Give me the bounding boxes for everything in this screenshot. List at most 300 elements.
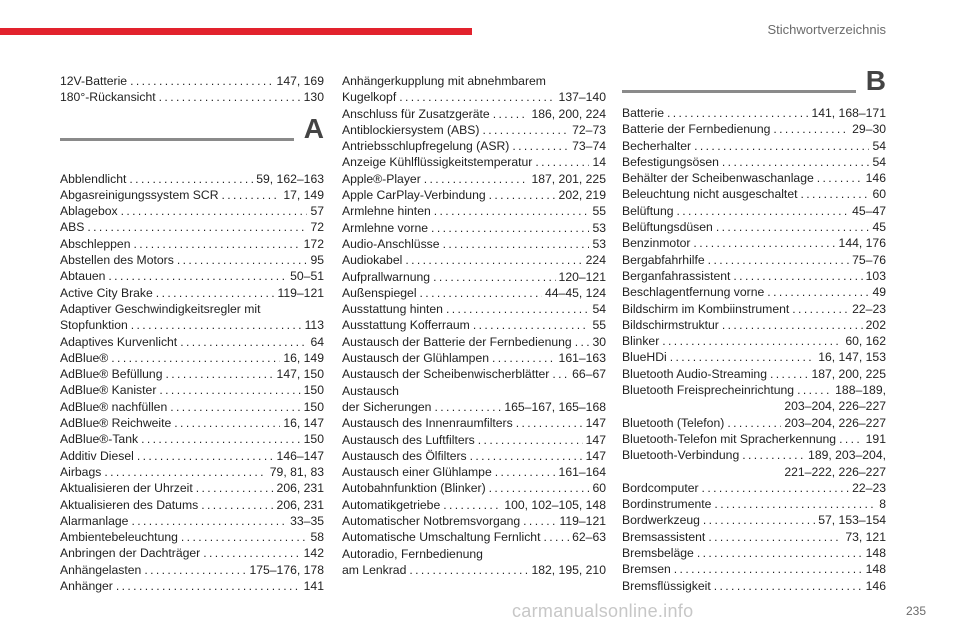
dot-leader bbox=[130, 73, 273, 89]
page-reference: 29–30 bbox=[852, 122, 886, 137]
index-entry bbox=[342, 203, 606, 219]
index-entry bbox=[342, 415, 606, 431]
page-reference: 175–176, 178 bbox=[249, 562, 324, 577]
dot-leader bbox=[424, 171, 529, 187]
dot-leader bbox=[493, 106, 529, 122]
index-entry-heading: Autoradio, Fernbedienung bbox=[342, 546, 483, 561]
index-term: Bergabfahrhilfe bbox=[622, 252, 705, 267]
index-entry bbox=[342, 106, 606, 122]
index-term: Austausch einer Glühlampe bbox=[342, 465, 492, 480]
dot-leader bbox=[434, 203, 590, 219]
page-reference: 72 bbox=[310, 220, 324, 235]
index-entry bbox=[622, 447, 886, 463]
index-entry bbox=[622, 203, 886, 219]
dot-leader bbox=[433, 269, 555, 285]
index-term: Bordinstrumente bbox=[622, 497, 712, 512]
dot-leader bbox=[473, 317, 590, 333]
page-reference: 146–147 bbox=[276, 448, 324, 463]
index-entry bbox=[342, 301, 606, 317]
index-term: Anhänger bbox=[60, 579, 113, 594]
page-reference: 45 bbox=[872, 220, 886, 235]
index-term: Becherhalter bbox=[622, 138, 692, 153]
index-entry bbox=[342, 171, 606, 187]
index-entry bbox=[342, 154, 606, 170]
index-term: Airbags bbox=[60, 464, 102, 479]
page-reference: 55 bbox=[592, 318, 606, 333]
index-entry bbox=[622, 154, 886, 170]
index-term: Beschlagentfernung vorne bbox=[622, 285, 765, 300]
dot-leader bbox=[662, 333, 842, 349]
index-entry-pages-continued: 221–222, 226–227 bbox=[784, 464, 886, 479]
index-term: Bremsflüssigkeit bbox=[622, 578, 711, 593]
page-reference: 59, 162–163 bbox=[256, 171, 324, 186]
page-reference: 54 bbox=[592, 302, 606, 317]
index-term: Austausch des Innenraumfilters bbox=[342, 416, 513, 431]
dot-leader bbox=[792, 301, 849, 317]
index-entry bbox=[60, 382, 324, 398]
index-term: Bremsbeläge bbox=[622, 546, 694, 561]
index-entry bbox=[622, 301, 886, 317]
index-term: Antiblockiersystem (ABS) bbox=[342, 122, 480, 137]
index-term: Bildschirm im Kombiinstrument bbox=[622, 301, 790, 316]
page-reference: 187, 200, 225 bbox=[811, 366, 886, 381]
page-reference: 141, 168–171 bbox=[811, 106, 886, 120]
dot-leader bbox=[144, 562, 246, 578]
page-reference: 79, 81, 83 bbox=[269, 464, 324, 479]
dot-leader bbox=[708, 252, 849, 268]
index-term: Aktualisieren des Datums bbox=[60, 497, 199, 512]
index-term: Stopfunktion bbox=[60, 318, 128, 333]
dot-leader bbox=[181, 529, 308, 545]
index-entry bbox=[60, 73, 324, 89]
dot-leader bbox=[714, 578, 863, 594]
index-term: Behälter der Scheibenwaschanlage bbox=[622, 171, 814, 186]
page-reference: 148 bbox=[865, 546, 886, 561]
dot-leader bbox=[767, 284, 869, 300]
index-term: Ausstattung Kofferraum bbox=[342, 318, 470, 333]
dot-leader bbox=[116, 578, 301, 594]
index-entry bbox=[342, 432, 606, 448]
page-reference: 22–23 bbox=[852, 480, 886, 495]
page-reference: 186, 200, 224 bbox=[531, 106, 606, 121]
index-column-3 bbox=[622, 65, 886, 594]
index-entry bbox=[60, 529, 324, 545]
index-term: Kugelkopf bbox=[342, 90, 397, 105]
dot-leader bbox=[489, 480, 590, 496]
index-entry bbox=[342, 562, 606, 578]
index-term: Belüftung bbox=[622, 203, 674, 218]
index-term: Adaptives Kurvenlicht bbox=[60, 334, 178, 349]
dot-leader bbox=[523, 513, 556, 529]
index-term: Abschleppen bbox=[60, 236, 131, 251]
index-entry bbox=[622, 138, 886, 154]
index-term: 12V-Batterie bbox=[60, 74, 128, 88]
dot-leader bbox=[431, 220, 589, 236]
index-term: Audio-Anschlüsse bbox=[342, 236, 440, 251]
index-term: Antriebsschlupfregelung (ASR) bbox=[342, 139, 510, 154]
page-reference: 53 bbox=[592, 236, 606, 251]
dot-leader bbox=[159, 382, 300, 398]
dot-leader bbox=[443, 497, 501, 513]
index-term: Austausch des Ölfilters bbox=[342, 448, 467, 463]
index-term: Automatikgetriebe bbox=[342, 497, 441, 512]
index-term: Austausch der Scheibenwischerblätter bbox=[342, 367, 550, 382]
dot-leader bbox=[703, 512, 815, 528]
index-term: Bordwerkzeug bbox=[622, 513, 700, 528]
dot-leader bbox=[180, 334, 307, 350]
index-term: AdBlue® Kanister bbox=[60, 383, 157, 398]
page-reference: 172 bbox=[303, 236, 324, 251]
dot-leader bbox=[674, 561, 863, 577]
index-term: Ablagebox bbox=[60, 204, 118, 219]
page-reference: 146 bbox=[865, 171, 886, 186]
index-term: Apple®-Player bbox=[342, 171, 421, 186]
page-reference: 141 bbox=[303, 579, 324, 594]
index-entry bbox=[60, 350, 324, 366]
index-entry bbox=[342, 497, 606, 513]
index-entry bbox=[622, 545, 886, 561]
dot-leader bbox=[694, 138, 869, 154]
section-a-continued-entries bbox=[342, 73, 606, 578]
index-term: Abgasreinigungssystem SCR bbox=[60, 187, 219, 202]
index-term: Ambientebeleuchtung bbox=[60, 530, 178, 545]
index-entry bbox=[622, 512, 886, 528]
dot-leader bbox=[201, 497, 273, 513]
index-entry bbox=[622, 333, 886, 349]
index-term: Austausch der Batterie der Fernbedienung bbox=[342, 334, 572, 349]
page-header-title: Stichwortverzeichnis bbox=[767, 22, 886, 37]
page-reference: 60, 162 bbox=[845, 334, 886, 349]
page-reference: 147 bbox=[585, 448, 606, 463]
dot-leader bbox=[722, 317, 863, 333]
dot-leader bbox=[166, 366, 274, 382]
dot-leader bbox=[434, 399, 501, 415]
index-term: Austausch der Glühlampen bbox=[342, 351, 490, 366]
page-reference: 54 bbox=[872, 154, 886, 169]
index-entry bbox=[622, 170, 886, 186]
index-entry bbox=[60, 89, 324, 105]
dot-leader bbox=[443, 236, 590, 252]
index-entry bbox=[60, 187, 324, 203]
index-entry bbox=[342, 513, 606, 529]
index-entry bbox=[622, 578, 886, 594]
page-reference: 147 bbox=[585, 416, 606, 431]
index-entry bbox=[60, 285, 324, 301]
page-reference: 8 bbox=[879, 497, 886, 512]
index-term: Bluetooth-Verbindung bbox=[622, 448, 740, 463]
index-entry-heading: Adaptiver Geschwindigkeitsregler mit bbox=[60, 301, 261, 316]
index-entry bbox=[622, 496, 886, 512]
page-reference: 202 bbox=[865, 317, 886, 332]
index-entry bbox=[60, 562, 324, 578]
index-entry bbox=[622, 219, 886, 235]
index-term: Abstellen des Motors bbox=[60, 253, 174, 268]
page-reference: 57 bbox=[310, 204, 324, 219]
dot-leader bbox=[482, 122, 569, 138]
index-term: Austausch des Luftfilters bbox=[342, 432, 475, 447]
page-reference: 33–35 bbox=[290, 513, 324, 528]
page-reference: 150 bbox=[303, 383, 324, 398]
index-entry bbox=[60, 448, 324, 464]
dot-leader bbox=[714, 496, 876, 512]
index-entry-heading: Anhängerkupplung mit abnehmbarem bbox=[342, 74, 546, 88]
page-reference: 58 bbox=[310, 530, 324, 545]
dot-leader bbox=[111, 350, 280, 366]
index-entry bbox=[342, 269, 606, 285]
dot-leader bbox=[170, 399, 300, 415]
page-reference: 119–121 bbox=[277, 285, 324, 300]
index-entry bbox=[622, 349, 886, 365]
index-entry bbox=[60, 431, 324, 447]
index-entry bbox=[342, 236, 606, 252]
dot-leader bbox=[121, 203, 308, 219]
section-rule bbox=[622, 90, 856, 93]
index-term: Aufprallwarnung bbox=[342, 269, 431, 284]
page-reference: 150 bbox=[303, 432, 324, 447]
index-term: ABS bbox=[60, 220, 85, 235]
index-term: Bildschirmstruktur bbox=[622, 317, 719, 332]
dot-leader bbox=[137, 448, 274, 464]
index-term: am Lenkrad bbox=[342, 562, 407, 577]
index-entry bbox=[342, 464, 606, 480]
dot-leader bbox=[770, 366, 808, 382]
index-entry bbox=[60, 415, 324, 431]
page-reference: 60 bbox=[592, 481, 606, 496]
dot-leader bbox=[131, 513, 287, 529]
index-entry bbox=[60, 219, 324, 235]
dot-leader bbox=[492, 350, 556, 366]
index-entry bbox=[60, 366, 324, 382]
page-reference: 147, 169 bbox=[276, 74, 324, 88]
page-reference: 16, 147, 153 bbox=[818, 350, 886, 365]
index-term: Batterie der Fernbedienung bbox=[622, 122, 771, 137]
page-reference: 120–121 bbox=[558, 269, 606, 284]
dot-leader bbox=[174, 415, 280, 431]
section-heading-b bbox=[622, 65, 886, 115]
page-reference: 142 bbox=[303, 546, 324, 561]
dot-leader bbox=[177, 252, 308, 268]
dot-leader bbox=[446, 301, 589, 317]
dot-leader bbox=[129, 171, 253, 187]
dot-leader bbox=[697, 545, 863, 561]
index-entry bbox=[342, 89, 606, 105]
index-entry bbox=[622, 366, 886, 382]
page-reference: 14 bbox=[592, 155, 606, 170]
page-reference: 73–74 bbox=[572, 139, 606, 154]
dot-leader bbox=[159, 89, 301, 105]
index-entry bbox=[342, 529, 606, 545]
page-reference: 119–121 bbox=[559, 514, 606, 529]
page-reference: 30 bbox=[592, 334, 606, 349]
page-reference: 165–167, 165–168 bbox=[504, 399, 606, 414]
page-reference: 203–204, 226–227 bbox=[784, 415, 886, 430]
index-entry bbox=[342, 220, 606, 236]
index-entry bbox=[60, 399, 324, 415]
watermark: carmanualsonline.info bbox=[512, 601, 694, 621]
dot-leader bbox=[203, 545, 300, 561]
page-reference: 147 bbox=[585, 432, 606, 447]
index-term: Ausstattung hinten bbox=[342, 302, 443, 317]
dot-leader bbox=[489, 187, 556, 203]
index-column-1 bbox=[60, 73, 324, 594]
index-term: Autobahnfunktion (Blinker) bbox=[342, 481, 486, 496]
dot-leader bbox=[708, 529, 842, 545]
index-entry bbox=[342, 366, 606, 382]
index-entry bbox=[342, 187, 606, 203]
index-term: Beleuchtung nicht ausgeschaltet bbox=[622, 187, 798, 202]
index-entry bbox=[60, 236, 324, 252]
page-reference: 53 bbox=[592, 220, 606, 235]
index-term: Anzeige Kühlflüssigkeitstemperatur bbox=[342, 155, 533, 170]
page-reference: 50–51 bbox=[290, 269, 324, 284]
index-term: Belüftungsdüsen bbox=[622, 220, 713, 235]
pre-entries bbox=[60, 73, 324, 106]
index-term: Anhängelasten bbox=[60, 562, 142, 577]
index-entry bbox=[60, 513, 324, 529]
dot-leader bbox=[495, 464, 556, 480]
page-reference: 16, 149 bbox=[283, 350, 324, 365]
index-entry bbox=[60, 268, 324, 284]
index-entry bbox=[622, 529, 886, 545]
index-entry bbox=[622, 431, 886, 447]
index-term: Befestigungsösen bbox=[622, 154, 719, 169]
index-entry bbox=[622, 186, 886, 202]
index-entry bbox=[60, 252, 324, 268]
index-term: Bluetooth (Telefon) bbox=[622, 415, 725, 430]
dot-leader bbox=[478, 432, 583, 448]
index-term: BlueHDi bbox=[622, 350, 667, 365]
index-entry bbox=[342, 448, 606, 464]
page-reference: 161–164 bbox=[558, 465, 606, 480]
dot-leader bbox=[104, 464, 266, 480]
index-term: AdBlue® Befüllung bbox=[60, 367, 163, 382]
page-reference: 60 bbox=[872, 187, 886, 202]
dot-leader bbox=[552, 366, 569, 382]
index-term: Armlehne vorne bbox=[342, 220, 429, 235]
page-reference: 146 bbox=[865, 578, 886, 593]
section-heading-a bbox=[60, 112, 324, 163]
page-reference: 189, 203–204, bbox=[808, 448, 886, 463]
page-reference: 54 bbox=[872, 138, 886, 153]
page-reference: 191 bbox=[865, 431, 886, 446]
index-term: Additiv Diesel bbox=[60, 448, 134, 463]
index-entry bbox=[342, 350, 606, 366]
index-entry bbox=[60, 545, 324, 561]
index-entry bbox=[622, 268, 886, 284]
page-reference: 64 bbox=[310, 334, 324, 349]
index-term: Anschluss für Zusatzgeräte bbox=[342, 106, 490, 121]
index-term: Bluetooth-Telefon mit Spracherkennung bbox=[622, 431, 837, 446]
page-reference: 73, 121 bbox=[845, 529, 886, 544]
page-reference: 206, 231 bbox=[276, 481, 324, 496]
page-number: 235 bbox=[905, 604, 926, 618]
index-entry bbox=[622, 561, 886, 577]
dot-leader bbox=[516, 415, 583, 431]
index-entry bbox=[622, 382, 886, 398]
index-entry bbox=[342, 252, 606, 268]
index-term: AdBlue®-Tank bbox=[60, 432, 139, 447]
dot-leader bbox=[87, 219, 307, 235]
index-term: Außenspiegel bbox=[342, 285, 417, 300]
page-reference: 130 bbox=[303, 90, 324, 105]
index-term: Benzinmotor bbox=[622, 236, 691, 251]
page-reference: 161–163 bbox=[558, 351, 606, 366]
dot-leader bbox=[470, 448, 583, 464]
dot-leader bbox=[222, 187, 281, 203]
index-term: Abtauen bbox=[60, 269, 106, 284]
index-column-2 bbox=[342, 73, 606, 578]
page-reference: 17, 149 bbox=[283, 187, 324, 202]
index-term: Batterie bbox=[622, 106, 665, 120]
dot-leader bbox=[133, 236, 300, 252]
page-reference: 202, 219 bbox=[558, 188, 606, 203]
dot-leader bbox=[131, 317, 302, 333]
page-reference: 49 bbox=[872, 285, 886, 300]
index-term: Aktualisieren der Uhrzeit bbox=[60, 481, 193, 496]
dot-leader bbox=[512, 138, 569, 154]
index-entry bbox=[622, 317, 886, 333]
index-entry bbox=[60, 203, 324, 219]
index-term: Apple CarPlay-Verbindung bbox=[342, 188, 486, 203]
section-a-entries bbox=[60, 171, 324, 595]
index-entry bbox=[342, 317, 606, 333]
dot-leader bbox=[409, 562, 528, 578]
index-term: Berganfahrassistent bbox=[622, 268, 731, 283]
page-reference: 100, 102–105, 148 bbox=[504, 497, 606, 512]
index-entry bbox=[60, 464, 324, 480]
header-accent-bar bbox=[0, 28, 472, 35]
page-reference: 206, 231 bbox=[276, 497, 324, 512]
dot-leader bbox=[817, 170, 863, 186]
index-term: der Sicherungen bbox=[342, 399, 432, 414]
index-term: Anbringen der Dachträger bbox=[60, 546, 201, 561]
index-entry bbox=[342, 399, 606, 415]
dot-leader bbox=[156, 285, 275, 301]
dot-leader bbox=[575, 334, 590, 350]
dot-leader bbox=[733, 268, 862, 284]
page-reference: 45–47 bbox=[852, 203, 886, 218]
dot-leader bbox=[801, 186, 870, 202]
index-term: Bremsassistent bbox=[622, 529, 706, 544]
index-term: Bluetooth Audio-Streaming bbox=[622, 366, 767, 381]
index-entry bbox=[60, 334, 324, 350]
index-entry-heading: Austausch bbox=[342, 383, 399, 398]
page-reference: 57, 153–154 bbox=[818, 513, 886, 528]
dot-leader bbox=[535, 154, 589, 170]
section-letter: B bbox=[865, 65, 886, 96]
index-term: Automatischer Notbremsvorgang bbox=[342, 514, 521, 529]
dot-leader bbox=[108, 268, 287, 284]
page-reference: 95 bbox=[310, 253, 324, 268]
index-term: Alarmanlage bbox=[60, 513, 129, 528]
page-reference: 188–189, bbox=[835, 383, 886, 398]
page-reference: 16, 147 bbox=[283, 416, 324, 431]
index-entry-pages-continued: 203–204, 226–227 bbox=[784, 399, 886, 414]
page-reference: 137–140 bbox=[558, 90, 606, 105]
index-term: Abblendlicht bbox=[60, 171, 127, 186]
index-term: Active City Brake bbox=[60, 285, 153, 300]
page-reference: 144, 176 bbox=[838, 236, 886, 251]
dot-leader bbox=[716, 219, 870, 235]
index-term: Audiokabel bbox=[342, 253, 403, 268]
index-term: AdBlue® nachfüllen bbox=[60, 399, 168, 414]
page-reference: 224 bbox=[585, 253, 606, 268]
index-term: Bremsen bbox=[622, 562, 671, 577]
index-entry bbox=[622, 415, 886, 431]
index-entry bbox=[622, 235, 886, 251]
dot-leader bbox=[693, 235, 835, 251]
dot-leader bbox=[405, 252, 582, 268]
